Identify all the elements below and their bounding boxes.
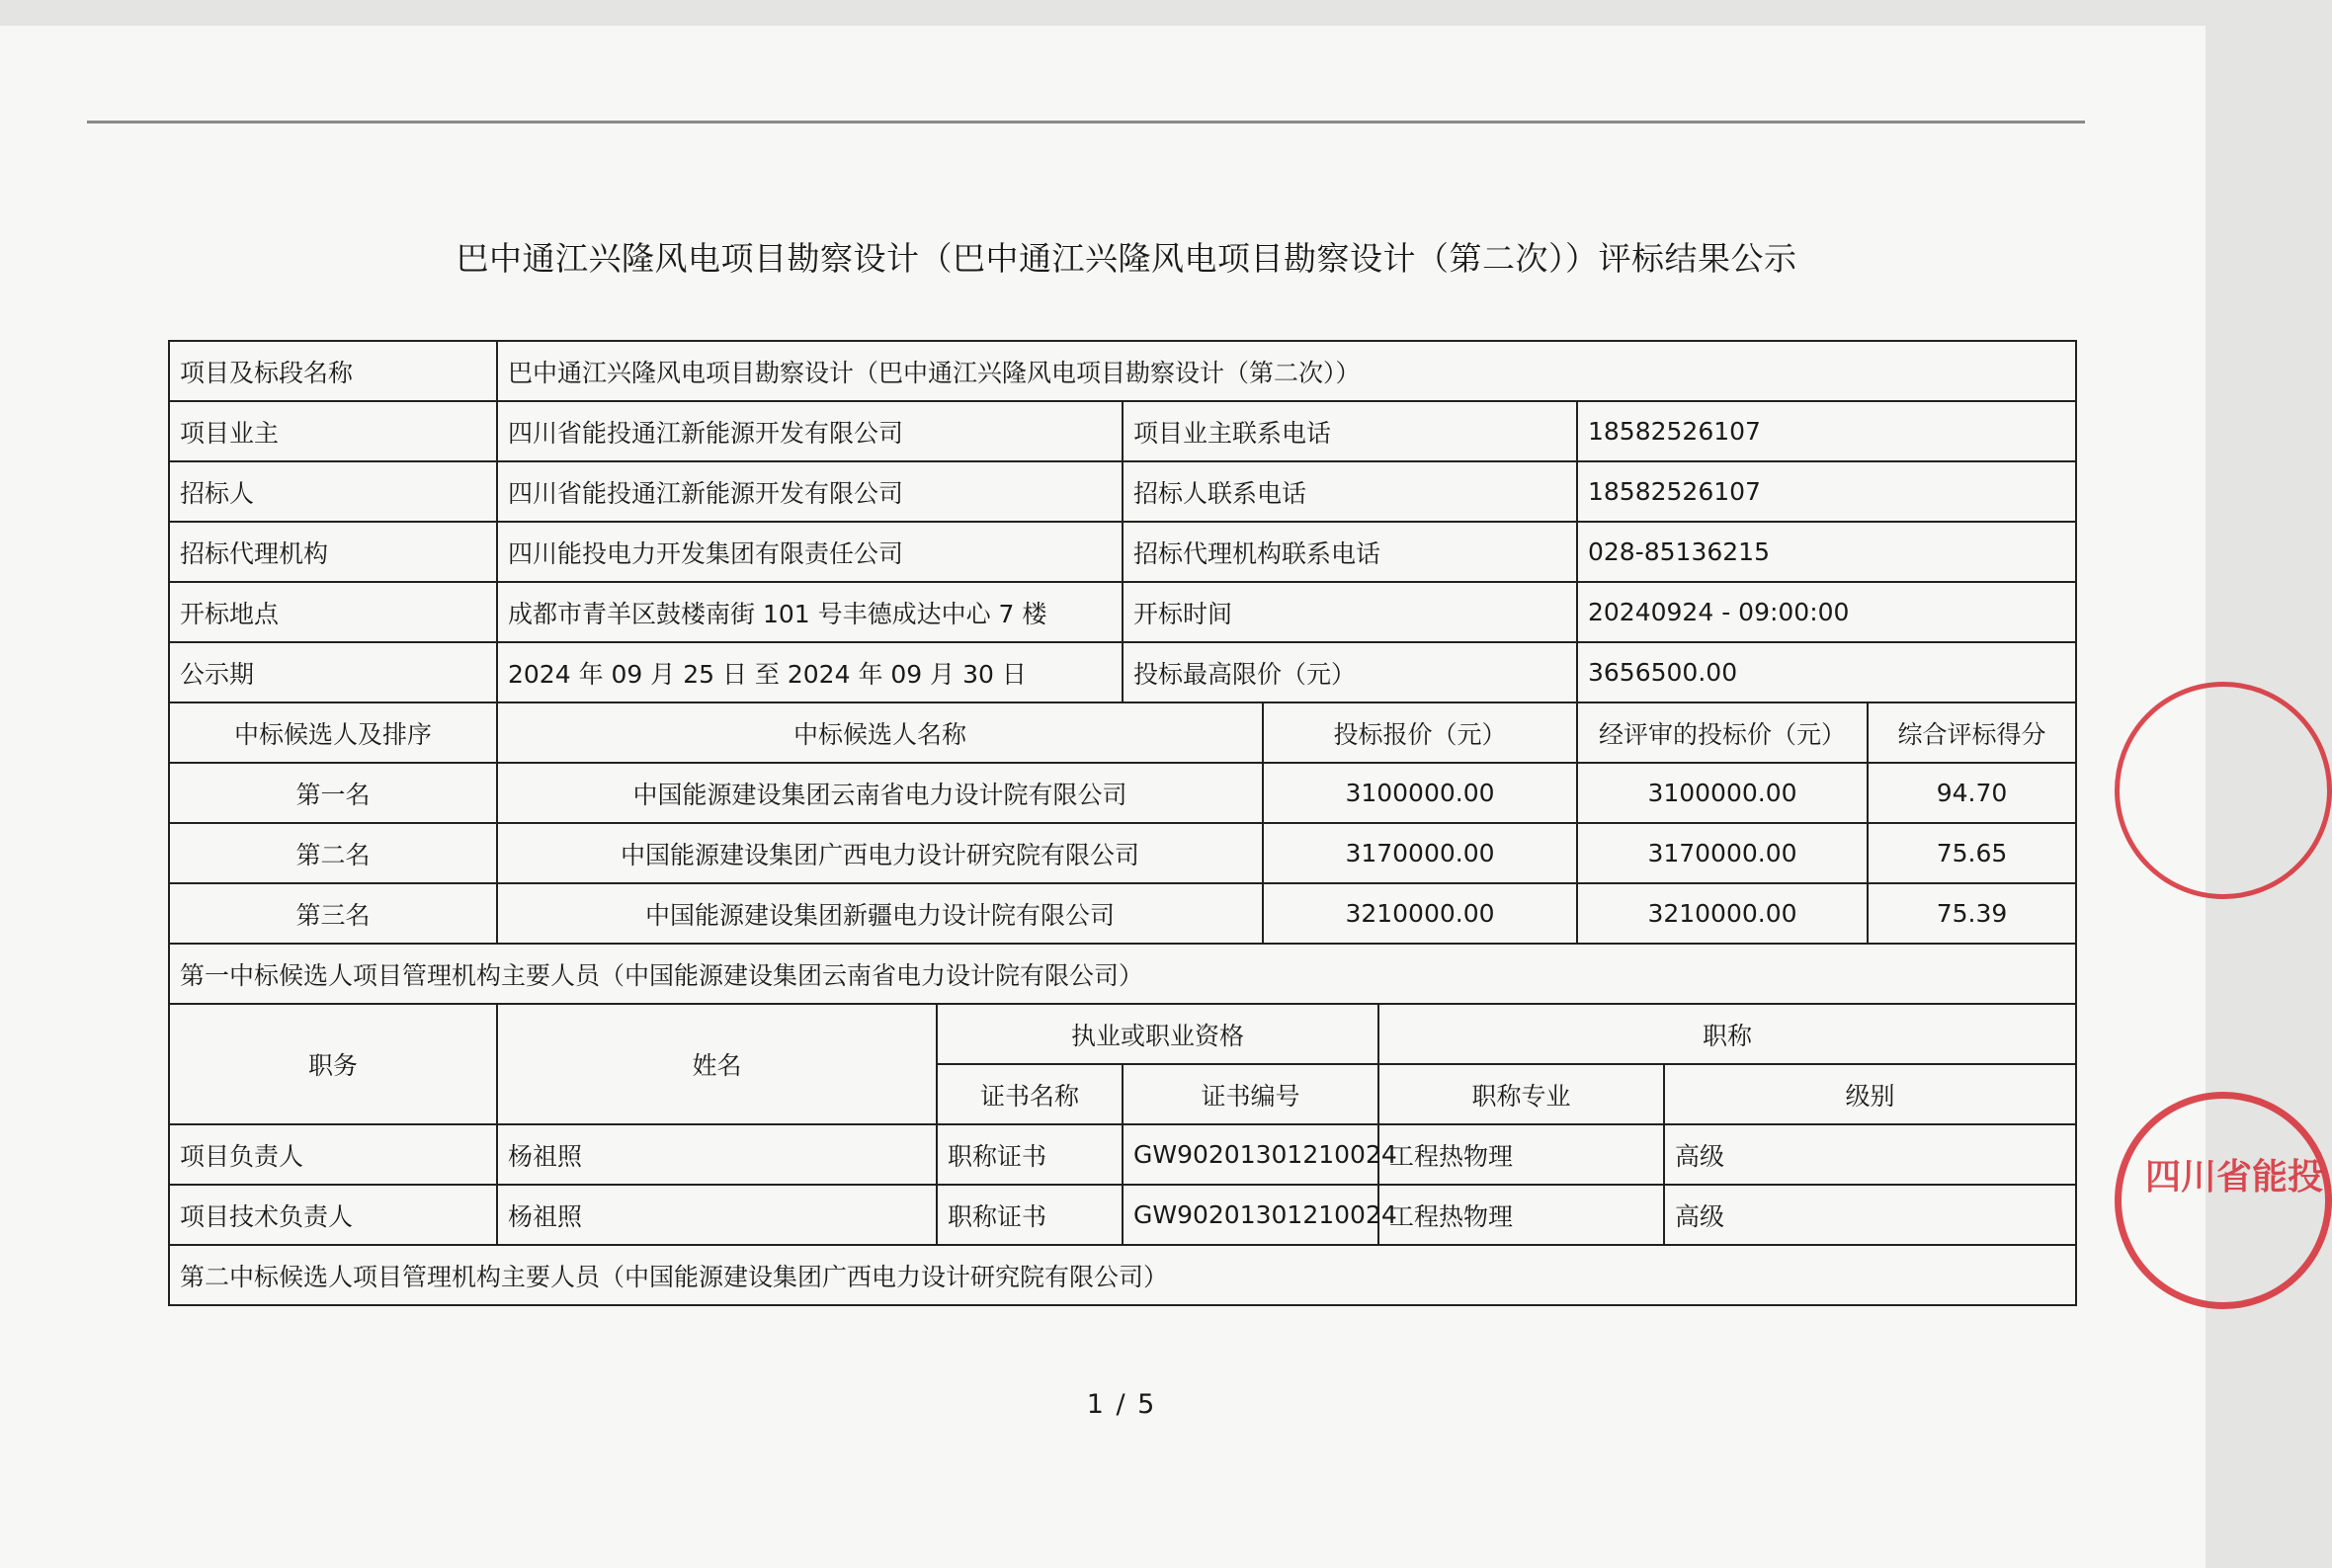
staff-header-level: 级别 (1664, 1064, 2076, 1124)
candidate-rank: 第三名 (169, 883, 497, 944)
tenderer-phone-label: 招标人联系电话 (1123, 461, 1577, 522)
staff-position: 项目负责人 (169, 1124, 497, 1185)
candidates-header-evaluated: 经评审的投标价（元） (1577, 702, 1868, 763)
tenderer-phone-value: 18582526107 (1577, 461, 2076, 522)
candidate-row (169, 883, 2076, 944)
owner-label: 项目业主 (169, 401, 497, 461)
candidates-header-score: 综合评标得分 (1868, 702, 2076, 763)
candidate-evaluated: 3100000.00 (1577, 763, 1868, 823)
candidate-bid: 3100000.00 (1263, 763, 1577, 823)
agency-value: 四川能投电力开发集团有限责任公司 (497, 522, 1123, 582)
staff-header-title: 职称 (1378, 1004, 2076, 1064)
agency-phone-value: 028-85136215 (1577, 522, 2076, 582)
staff-cert-no: GW90201301210024 (1123, 1185, 1378, 1245)
candidate-score: 94.70 (1868, 763, 2076, 823)
staff-section-1-row (169, 944, 2076, 1004)
staff-title-major: 工程热物理 (1378, 1185, 1664, 1245)
staff-position: 项目技术负责人 (169, 1185, 497, 1245)
owner-value: 四川省能投通江新能源开发有限公司 (497, 401, 1123, 461)
staff-name: 杨祖照 (497, 1185, 937, 1245)
page-number: 1 / 5 (1086, 1389, 1157, 1420)
candidate-name: 中国能源建设集团广西电力设计研究院有限公司 (497, 823, 1263, 883)
location-value: 成都市青羊区鼓楼南街 101 号丰德成达中心 7 楼 (497, 582, 1123, 642)
location-label: 开标地点 (169, 582, 497, 642)
staff-header-row-1 (169, 1004, 2076, 1064)
document-title: 巴中通江兴隆风电项目勘察设计（巴中通江兴隆风电项目勘察设计（第二次））评标结果公示 (456, 239, 1797, 278)
agency-label: 招标代理机构 (169, 522, 497, 582)
info-row-agency (169, 522, 2076, 582)
candidate-score: 75.39 (1868, 883, 2076, 944)
candidate-evaluated: 3210000.00 (1577, 883, 1868, 944)
header-rule (87, 121, 2085, 124)
candidate-evaluated: 3170000.00 (1577, 823, 1868, 883)
info-row-period (169, 642, 2076, 702)
seal-text: 四川省能投 (2145, 1157, 2324, 1197)
info-row-tenderer (169, 461, 2076, 522)
project-label: 项目及标段名称 (169, 341, 497, 401)
staff-header-cert-name: 证书名称 (937, 1064, 1123, 1124)
candidates-header-name: 中标候选人名称 (497, 702, 1263, 763)
open-time-label: 开标时间 (1123, 582, 1577, 642)
staff-header-position: 职务 (169, 1004, 497, 1124)
staff-level: 高级 (1664, 1124, 2076, 1185)
candidate-row (169, 763, 2076, 823)
open-time-value: 20240924 - 09:00:00 (1577, 582, 2076, 642)
candidate-bid: 3210000.00 (1263, 883, 1577, 944)
max-price-value: 3656500.00 (1577, 642, 2076, 702)
staff-row (169, 1124, 2076, 1185)
staff-section-2-row (169, 1245, 2076, 1305)
candidate-score: 75.65 (1868, 823, 2076, 883)
owner-phone-label: 项目业主联系电话 (1123, 401, 1577, 461)
staff-section-2-title: 第二中标候选人项目管理机构主要人员（中国能源建设集团广西电力设计研究院有限公司） (169, 1245, 2076, 1305)
candidate-bid: 3170000.00 (1263, 823, 1577, 883)
candidate-row (169, 823, 2076, 883)
candidates-header-bid: 投标报价（元） (1263, 702, 1577, 763)
candidates-header-rank: 中标候选人及排序 (169, 702, 497, 763)
staff-header-qualification: 执业或职业资格 (937, 1004, 1378, 1064)
staff-name: 杨祖照 (497, 1124, 937, 1185)
staff-cert-no: GW90201301210024 (1123, 1124, 1378, 1185)
staff-header-name: 姓名 (497, 1004, 937, 1124)
staff-row (169, 1185, 2076, 1245)
candidates-header-row (169, 702, 2076, 763)
candidate-name: 中国能源建设集团新疆电力设计院有限公司 (497, 883, 1263, 944)
staff-header-title-major: 职称专业 (1378, 1064, 1664, 1124)
candidate-name: 中国能源建设集团云南省电力设计院有限公司 (497, 763, 1263, 823)
staff-header-cert-no: 证书编号 (1123, 1064, 1378, 1124)
candidate-rank: 第一名 (169, 763, 497, 823)
period-label: 公示期 (169, 642, 497, 702)
tenderer-value: 四川省能投通江新能源开发有限公司 (497, 461, 1123, 522)
official-seal-top (2115, 682, 2332, 899)
project-value: 巴中通江兴隆风电项目勘察设计（巴中通江兴隆风电项目勘察设计（第二次）） (497, 341, 2076, 401)
max-price-label: 投标最高限价（元） (1123, 642, 1577, 702)
staff-title-major: 工程热物理 (1378, 1124, 1664, 1185)
staff-cert-name: 职称证书 (937, 1124, 1123, 1185)
candidate-rank: 第二名 (169, 823, 497, 883)
info-row-project (169, 341, 2076, 401)
bid-result-table (168, 340, 2077, 1306)
staff-cert-name: 职称证书 (937, 1185, 1123, 1245)
period-value: 2024 年 09 月 25 日 至 2024 年 09 月 30 日 (497, 642, 1123, 702)
info-row-location (169, 582, 2076, 642)
staff-level: 高级 (1664, 1185, 2076, 1245)
info-row-owner (169, 401, 2076, 461)
official-seal-bottom (2115, 1092, 2332, 1309)
agency-phone-label: 招标代理机构联系电话 (1123, 522, 1577, 582)
owner-phone-value: 18582526107 (1577, 401, 2076, 461)
tenderer-label: 招标人 (169, 461, 497, 522)
staff-section-1-title: 第一中标候选人项目管理机构主要人员（中国能源建设集团云南省电力设计院有限公司） (169, 944, 2076, 1004)
